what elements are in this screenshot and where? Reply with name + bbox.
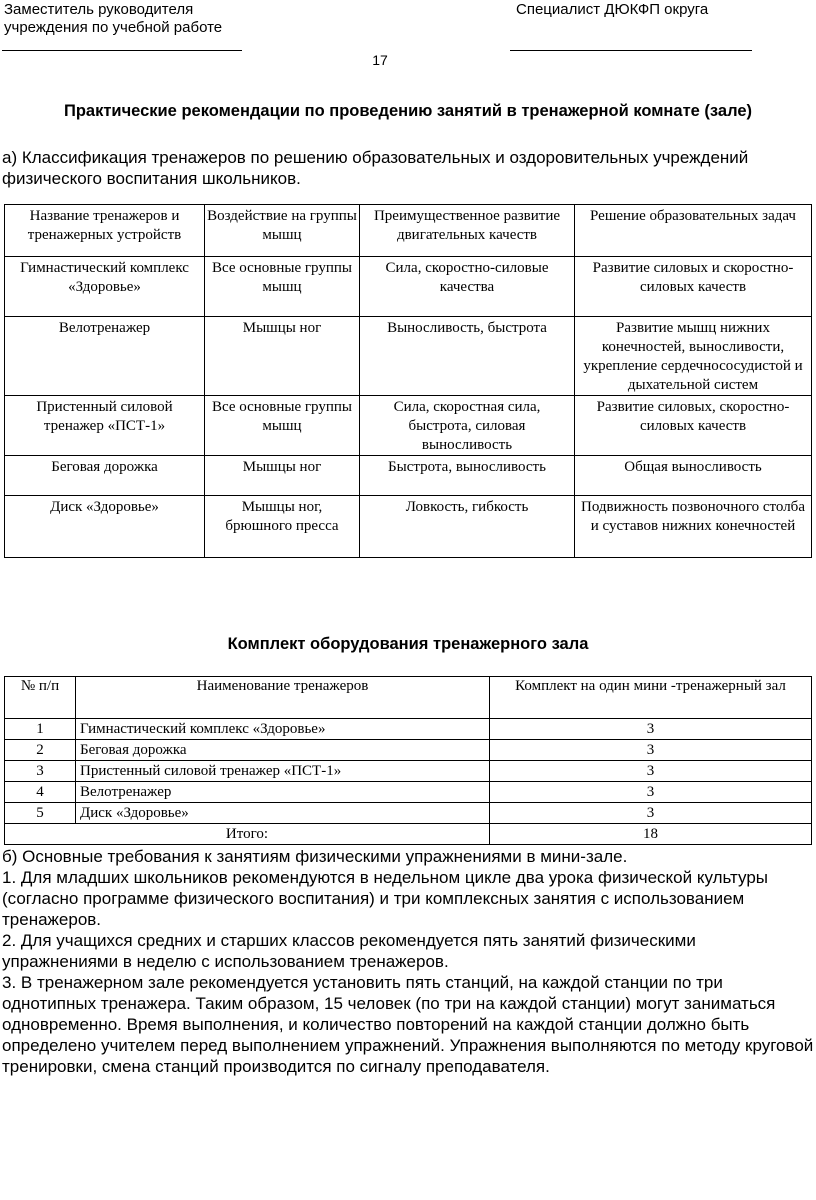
table-row bbox=[5, 396, 812, 456]
header-cell: Наименование тренажеров bbox=[76, 677, 490, 719]
table-row bbox=[5, 782, 812, 803]
section-title-equipment: Комплект оборудования тренажерного зала bbox=[227, 635, 589, 653]
requirement-item: 3. В тренажерном зале рекомендуется установить пять станций, на каждой станции по три однотипных тренажера. Таким образом, 15 человек (по три на каждой станции) могут заниматься одновременно. Время выполнения, и количество повторений на каждой станции должно быть определено учителем перед выполнением упражнений. Упражнения выполняются по методу круговой тренировки, смена станций производится по сигналу преподавателя. bbox=[2, 973, 814, 1076]
equipment-table bbox=[4, 676, 812, 845]
requirement-item: 1. Для младших школьников рекомендуются в недельном цикле два урока физической культуры (согласно программе физического воспитания) и три комплексных занятия с использованием тренажеров. bbox=[2, 868, 769, 929]
table-row bbox=[5, 803, 812, 824]
table-cell: Выносливость, быстрота bbox=[360, 317, 575, 396]
equipment-count: 3 bbox=[490, 761, 812, 782]
table-cell: Велотренажер bbox=[5, 317, 205, 396]
row-number: 3 bbox=[5, 761, 76, 782]
table-row bbox=[5, 257, 812, 317]
classification-table bbox=[4, 204, 812, 558]
table-header-row bbox=[5, 677, 812, 719]
table-cell: Сила, скоростно-силовые качества bbox=[360, 257, 575, 317]
page-number: 17 bbox=[372, 52, 388, 68]
table-cell: Пристенный силовой тренажер «ПСТ-1» bbox=[5, 396, 205, 456]
header-cell: Комплект на один мини -тренажерный зал bbox=[490, 677, 812, 719]
table-cell: Гимнастический комплекс «Здоровье» bbox=[5, 257, 205, 317]
row-number: 1 bbox=[5, 719, 76, 740]
table-cell: Мышцы ног bbox=[205, 456, 360, 496]
signature-line-right bbox=[510, 50, 752, 51]
header-left-line1: Заместитель руководителя bbox=[4, 1, 194, 18]
table-header-row bbox=[5, 205, 812, 257]
header-cell: Преимущественное развитие двигательных качеств bbox=[360, 205, 575, 257]
table-row bbox=[5, 317, 812, 396]
requirements-section bbox=[2, 846, 814, 1077]
table-cell: Все основные группы мышц bbox=[205, 257, 360, 317]
header-right: Специалист ДЮКФП округа bbox=[516, 1, 709, 18]
table-row bbox=[5, 740, 812, 761]
table-cell: Диск «Здоровье» bbox=[5, 496, 205, 558]
equipment-count: 3 bbox=[490, 782, 812, 803]
header-cell: № п/п bbox=[5, 677, 76, 719]
table-cell: Общая выносливость bbox=[575, 456, 812, 496]
table-cell: Быстрота, выносливость bbox=[360, 456, 575, 496]
equipment-name: Диск «Здоровье» bbox=[76, 803, 490, 824]
table-total-row bbox=[5, 824, 812, 845]
row-number: 4 bbox=[5, 782, 76, 803]
table-cell: Мышцы ног bbox=[205, 317, 360, 396]
table-row bbox=[5, 496, 812, 558]
total-value: 18 bbox=[490, 824, 812, 845]
table-cell: Мышцы ног, брюшного пресса bbox=[205, 496, 360, 558]
equipment-name: Велотренажер bbox=[76, 782, 490, 803]
table-cell: Все основные группы мышц bbox=[205, 396, 360, 456]
equipment-name: Пристенный силовой тренажер «ПСТ-1» bbox=[76, 761, 490, 782]
table-row bbox=[5, 719, 812, 740]
table-cell: Развитие силовых, скоростно-силовых качеств bbox=[575, 396, 812, 456]
header-left bbox=[4, 1, 222, 37]
table-cell: Развитие силовых и скоростно-силовых качеств bbox=[575, 257, 812, 317]
equipment-count: 3 bbox=[490, 740, 812, 761]
signature-line-left bbox=[2, 50, 242, 51]
equipment-count: 3 bbox=[490, 719, 812, 740]
table-row bbox=[5, 456, 812, 496]
header-cell: Воздействие на группы мышц bbox=[205, 205, 360, 257]
table-cell: Беговая дорожка bbox=[5, 456, 205, 496]
row-number: 5 bbox=[5, 803, 76, 824]
total-label: Итого: bbox=[5, 824, 490, 845]
equipment-name: Гимнастический комплекс «Здоровье» bbox=[76, 719, 490, 740]
classification-intro: а) Классификация тренажеров по решению образовательных и оздоровительных учреждений физического воспитания школьников. bbox=[2, 148, 749, 188]
table-cell: Сила, скоростная сила, быстрота, силовая выносливость bbox=[360, 396, 575, 456]
header-cell: Решение образовательных задач bbox=[575, 205, 812, 257]
equipment-name: Беговая дорожка bbox=[76, 740, 490, 761]
requirement-item: 2. Для учащихся средних и старших классов рекомендуется пять занятий физическими упражнениями в неделю с использованием тренажеров. bbox=[2, 931, 696, 971]
table-cell: Подвижность позвоночного столба и суставов нижних конечностей bbox=[575, 496, 812, 558]
header-cell: Название тренажеров и тренажерных устройств bbox=[5, 205, 205, 257]
table-row bbox=[5, 761, 812, 782]
requirements-heading: б) Основные требования к занятиям физическими упражнениями в мини-зале. bbox=[2, 847, 628, 866]
header-left-line2: учреждения по учебной работе bbox=[4, 19, 223, 36]
section-title-recommendations: Практические рекомендации по проведению занятий в тренажерной комнате (зале) bbox=[63, 102, 753, 120]
table-cell: Развитие мышц нижних конечностей, выносливости, укрепление сердечнососудистой и дыхательной систем bbox=[575, 317, 812, 396]
equipment-count: 3 bbox=[490, 803, 812, 824]
row-number: 2 bbox=[5, 740, 76, 761]
table-cell: Ловкость, гибкость bbox=[360, 496, 575, 558]
